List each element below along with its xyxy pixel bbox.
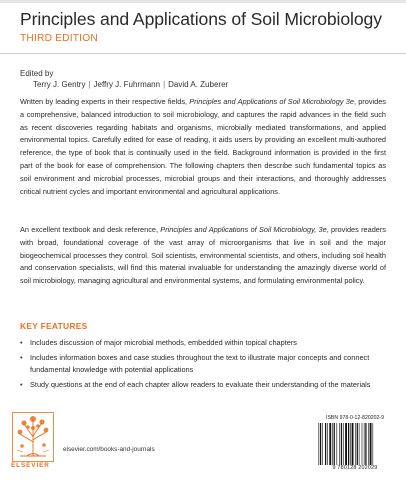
book-title: Principles and Applications of Soil Microbiology — [20, 9, 382, 29]
editor-separator: | — [88, 80, 91, 89]
p2-book-title: Principles and Applications of Soil Microbiology, 3e — [160, 225, 327, 234]
title-divider — [0, 53, 406, 54]
key-feature-item — [20, 379, 392, 391]
elsevier-tree-logo-icon — [12, 412, 54, 462]
edition-label: THIRD EDITION — [20, 33, 98, 44]
editors-line — [33, 80, 228, 89]
barcode-digits: 9 780128 202029 — [332, 465, 378, 471]
barcode-icon — [318, 423, 392, 465]
editor-separator: | — [163, 80, 166, 89]
publisher-url: elsevier.com/books-and-journals — [63, 446, 155, 453]
p1-lead: Written by leading experts in their respective fields, — [20, 97, 190, 106]
key-feature-item — [20, 337, 392, 349]
editor-name: Terry J. Gentry — [33, 80, 86, 89]
description-paragraph-2 — [20, 224, 386, 288]
top-rule — [0, 0, 406, 3]
bullet-icon: • — [20, 353, 23, 362]
editor-name: Jeffry J. Fuhrmann — [93, 80, 161, 89]
isbn-label: ISBN 978-0-12-820202-9 — [326, 415, 384, 421]
p2-lead: An excellent textbook and desk reference, — [20, 225, 161, 234]
key-feature-item — [20, 352, 392, 375]
p1-body: , provides a comprehensive, balanced introduction to soil microbiology, and captures the rapid advances in the field such as recent discoveries regarding habitats and organisms, microbially mediated transformations, and applied environmental topics. Carefully edited for ease of reading, it aids users by providing an excellent multi-authored reference, the type of book that is continually used in the field. Background information is provided in the first part of the book for ease of comprehension. The following chapters then describe such fundamental topics as soil environment and microbial processes, microbial groups and their interactions, and thoroughly addresses critical nutrient cycles and important environmental and agricultural applications. — [20, 97, 386, 196]
description-paragraph-1 — [20, 96, 386, 198]
p2-body: , provides readers with broad, foundational coverage of the vast array of microorganisms that live in soil and the major biogeochemical processes they control. Soil scientists, environmental scientists, and others, including soil health and conservation specialists, will find this material invaluable for understanding the amazingly diverse world of soil microbiology, managing agricultural and environmental systems, and formulating environmental policy. — [20, 225, 386, 286]
edited-by-label: Edited by — [20, 69, 54, 78]
key-features-heading: KEY FEATURES — [20, 321, 88, 331]
p1-book-title: Principles and Applications of Soil Microbiology 3e — [189, 97, 354, 106]
key-feature-text: Includes information boxes and case studies throughout the text to illustrate major concepts and connect fundamental knowledge with potential applications — [30, 353, 370, 374]
bullet-icon: • — [20, 338, 23, 347]
key-feature-text: Includes discussion of major microbial methods, embedded within topical chapters — [30, 338, 297, 347]
key-features-list — [20, 337, 392, 394]
publisher-name: ELSEVIER — [11, 462, 50, 469]
bullet-icon: • — [20, 379, 23, 389]
key-feature-text: Study questions at the end of each chapter allow readers to evaluate their understanding of the materials — [30, 379, 371, 389]
editor-name: David A. Zuberer — [168, 80, 229, 89]
